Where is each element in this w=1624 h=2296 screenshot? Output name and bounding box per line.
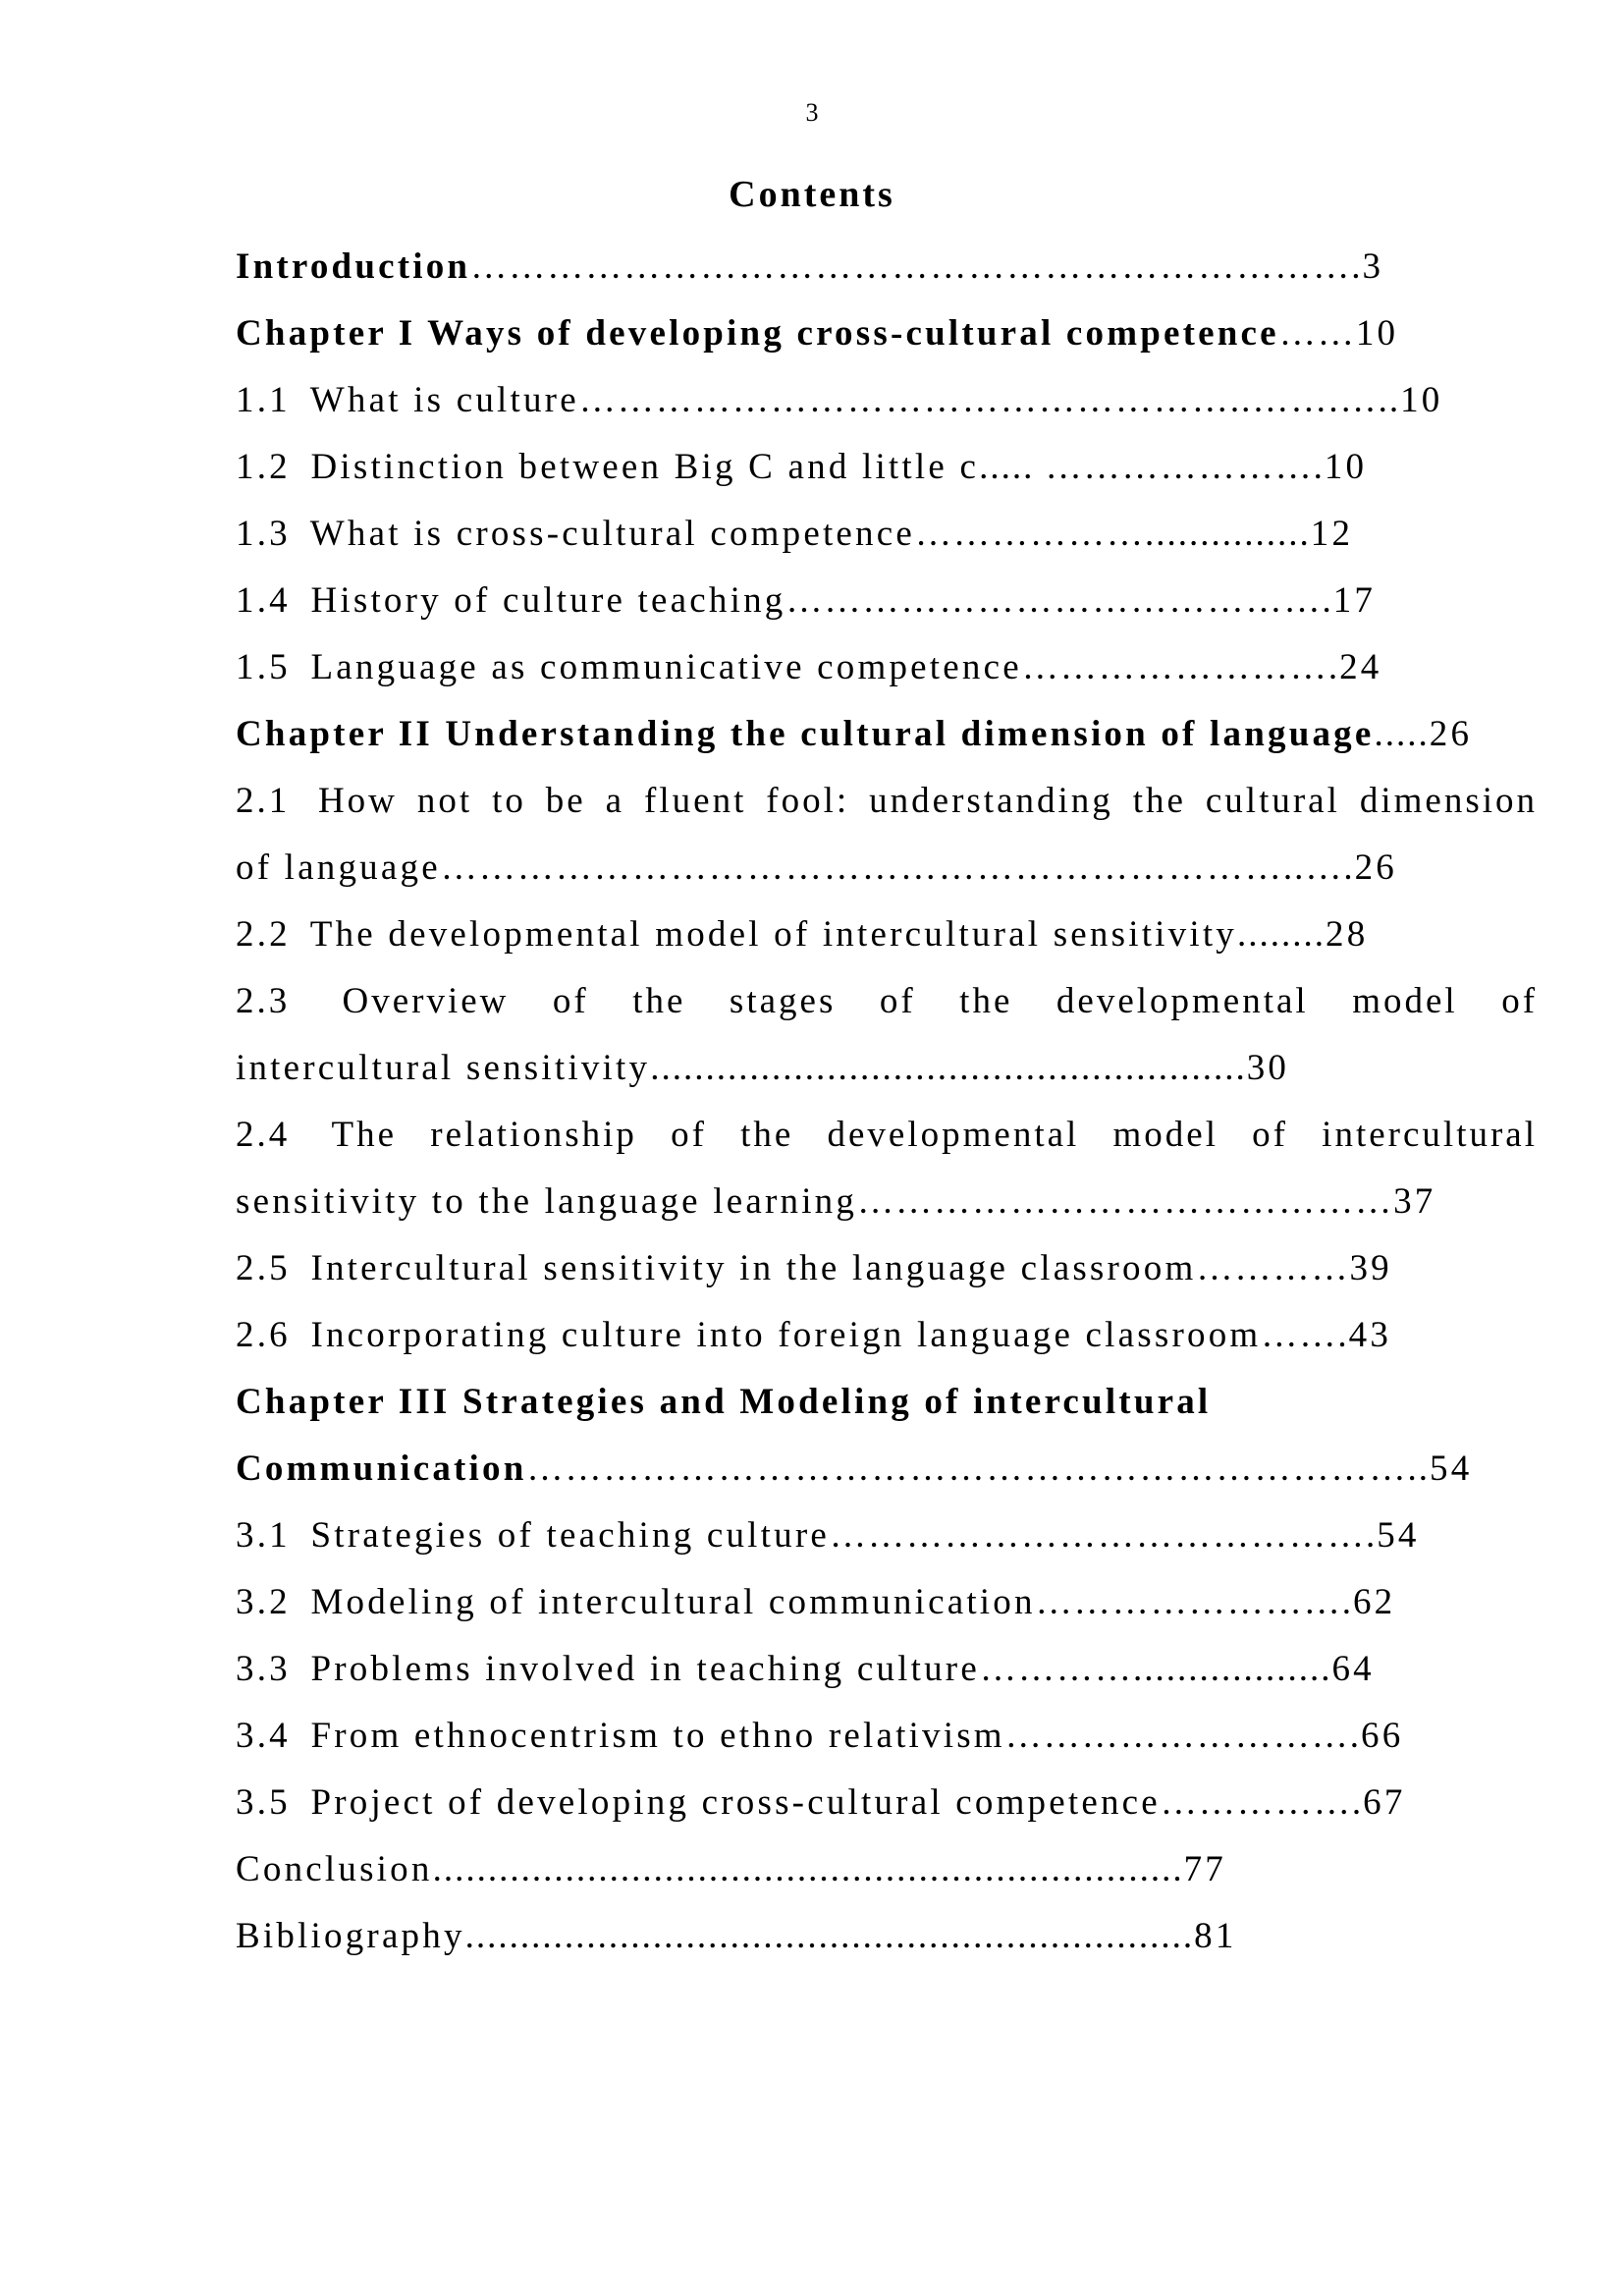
toc-entry-number: 2.5 (236, 1248, 291, 1288)
toc-entry-page: 28 (1326, 914, 1369, 955)
toc-entry (236, 768, 1538, 835)
toc-leader-dots: …………………………………… (857, 1181, 1394, 1222)
toc-entry-title: How not to be a fluent fool: understanding the cultural dimension (317, 781, 1538, 821)
toc-entry-number: 2.4 (236, 1115, 291, 1155)
toc-leader-dots: ……………………. (1021, 647, 1340, 687)
toc-entry-title: Overview of the stages of the developmental model of (342, 981, 1538, 1021)
toc-entry-title: Introduction (236, 246, 471, 287)
toc-entry-title: From ethnocentrism to ethno relativism (310, 1716, 1005, 1756)
toc-leader-dots: ..... (1374, 714, 1430, 754)
toc-entry-page: 10 (1400, 380, 1443, 420)
toc-entry-title: Distinction between Big C and little c (310, 447, 980, 487)
toc-leader-dots: …… (1278, 313, 1356, 354)
toc-entry-number: 3.1 (236, 1515, 291, 1556)
toc-entry-page: 62 (1352, 1582, 1396, 1622)
toc-entry-title: Communication (236, 1449, 527, 1489)
toc-entry-page: 30 (1246, 1048, 1290, 1088)
toc-entry (236, 1569, 1538, 1636)
toc-entry-number: 1.2 (236, 447, 291, 487)
toc-entry-page: 26 (1354, 847, 1397, 888)
toc-entry (236, 1770, 1538, 1836)
toc-entry-title: Incorporating culture into foreign language classroom (310, 1315, 1262, 1355)
toc-entry (236, 1235, 1538, 1302)
table-of-contents (236, 234, 1538, 1970)
toc-entry (236, 1703, 1538, 1770)
toc-entry-title: What is culture (309, 380, 579, 420)
toc-entry (236, 902, 1538, 968)
toc-entry (236, 1836, 1538, 1903)
toc-leader-dots: …………………………………………………………….. (526, 1449, 1430, 1489)
toc-entry-page: 26 (1429, 714, 1473, 754)
toc-entry (236, 1102, 1538, 1169)
toc-entry (236, 1302, 1538, 1369)
toc-entry (236, 1636, 1538, 1703)
toc-entry-number: 2.3 (236, 981, 291, 1021)
toc-entry-number: 1.5 (236, 647, 291, 687)
toc-entry (236, 701, 1538, 768)
toc-entry-number: 3.2 (236, 1582, 291, 1622)
toc-entry-page: 10 (1355, 313, 1399, 354)
toc-entry (236, 1035, 1538, 1102)
toc-leader-dots: ……. (1261, 1315, 1349, 1355)
toc-entry-number: 1.1 (236, 380, 291, 420)
toc-entry-title: Modeling of intercultural communication (310, 1582, 1036, 1622)
toc-entry-title: Project of developing cross-cultural competence (310, 1782, 1161, 1823)
toc-entry (236, 835, 1538, 902)
toc-entry-page: 66 (1361, 1716, 1404, 1756)
toc-entry-number: 2.6 (236, 1315, 291, 1355)
toc-leader-dots: ……………………………………………..…….….. (578, 380, 1401, 420)
toc-entry-title: Strategies of teaching culture (310, 1515, 830, 1556)
toc-entry-page: 39 (1349, 1248, 1392, 1288)
toc-entry (236, 568, 1538, 634)
toc-entry (236, 634, 1538, 701)
toc-leader-dots: ………………………. (1004, 1716, 1362, 1756)
toc-entry-page: 24 (1339, 647, 1382, 687)
toc-leader-dots: ……………………………………. (785, 580, 1333, 621)
toc-entry-title: Conclusion (236, 1849, 433, 1889)
toc-entry-title: Problems involved in teaching culture (310, 1649, 980, 1689)
toc-entry-page: 10 (1324, 447, 1368, 487)
toc-leader-dots: ……………. (1160, 1782, 1364, 1823)
toc-entry (236, 501, 1538, 568)
toc-entry-page: 54 (1377, 1515, 1420, 1556)
toc-leader-dots: ……………………………………………………………. (470, 246, 1363, 287)
toc-entry (236, 367, 1538, 434)
toc-entry-page: 81 (1194, 1916, 1237, 1956)
toc-entry-page: 54 (1430, 1449, 1473, 1489)
toc-leader-dots: .................................................................. (464, 1916, 1195, 1956)
toc-leader-dots: ........ (1237, 914, 1326, 955)
toc-leader-dots: …………………………………………………………..…. (440, 847, 1355, 888)
toc-entry-number: 3.4 (236, 1716, 291, 1756)
toc-leader-dots: ………….................. (979, 1649, 1332, 1689)
toc-entry-title: sensitivity to the language learning (236, 1181, 858, 1222)
toc-entry (236, 968, 1538, 1035)
page-title: Contents (729, 174, 895, 215)
toc-entry-page: 37 (1393, 1181, 1436, 1222)
toc-entry (236, 301, 1538, 367)
toc-entry (236, 1169, 1538, 1235)
toc-entry-title: The developmental model of intercultural sensitivity (309, 914, 1238, 955)
toc-entry-page: 64 (1331, 1649, 1375, 1689)
toc-entry-title: Chapter I Ways of developing cross-cultural competence (236, 313, 1279, 354)
toc-entry-title: Bibliography (236, 1916, 465, 1956)
toc-entry (236, 434, 1538, 501)
toc-entry-number: 1.3 (236, 514, 291, 554)
toc-entry-number: 1.4 (236, 580, 291, 621)
toc-leader-dots: ..... …………………. (979, 447, 1325, 487)
toc-entry-page: 77 (1183, 1849, 1226, 1889)
toc-entry-page: 67 (1363, 1782, 1406, 1823)
toc-entry-title: intercultural sensitivity (236, 1048, 651, 1088)
page-number: 3 (805, 98, 819, 127)
toc-entry (236, 1369, 1538, 1436)
toc-leader-dots: .................................................................... (432, 1849, 1184, 1889)
toc-entry-title: Intercultural sensitivity in the language classroom (310, 1248, 1197, 1288)
toc-entry-title: Language as communicative competence (310, 647, 1022, 687)
toc-entry-page: 43 (1348, 1315, 1392, 1355)
toc-leader-dots: ……………………………………. (829, 1515, 1378, 1556)
toc-entry-title: The relationship of the developmental model of intercultural (331, 1115, 1538, 1155)
toc-entry-title: Chapter III Strategies and Modeling of intercultural (236, 1382, 1212, 1422)
toc-entry (236, 234, 1538, 301)
toc-entry-title: Chapter II Understanding the cultural dimension of language (236, 714, 1375, 754)
toc-entry (236, 1903, 1538, 1970)
toc-leader-dots: ………………............... (915, 514, 1311, 554)
toc-entry-number: 2.1 (236, 781, 291, 821)
toc-entry (236, 1436, 1538, 1503)
toc-entry-number: 2.2 (236, 914, 291, 955)
toc-entry-page: 12 (1310, 514, 1354, 554)
toc-entry (236, 1503, 1538, 1569)
toc-leader-dots: ...................................................... (650, 1048, 1247, 1088)
toc-leader-dots: ………… (1196, 1248, 1350, 1288)
toc-entry-title: History of culture teaching (310, 580, 786, 621)
toc-entry-title: of language (236, 847, 441, 888)
toc-entry-page: 3 (1362, 246, 1384, 287)
toc-entry-title: What is cross-cultural competence (309, 514, 915, 554)
toc-entry-number: 3.3 (236, 1649, 291, 1689)
toc-entry-number: 3.5 (236, 1782, 291, 1823)
toc-entry-page: 17 (1332, 580, 1377, 621)
toc-leader-dots: ……………………. (1035, 1582, 1353, 1622)
